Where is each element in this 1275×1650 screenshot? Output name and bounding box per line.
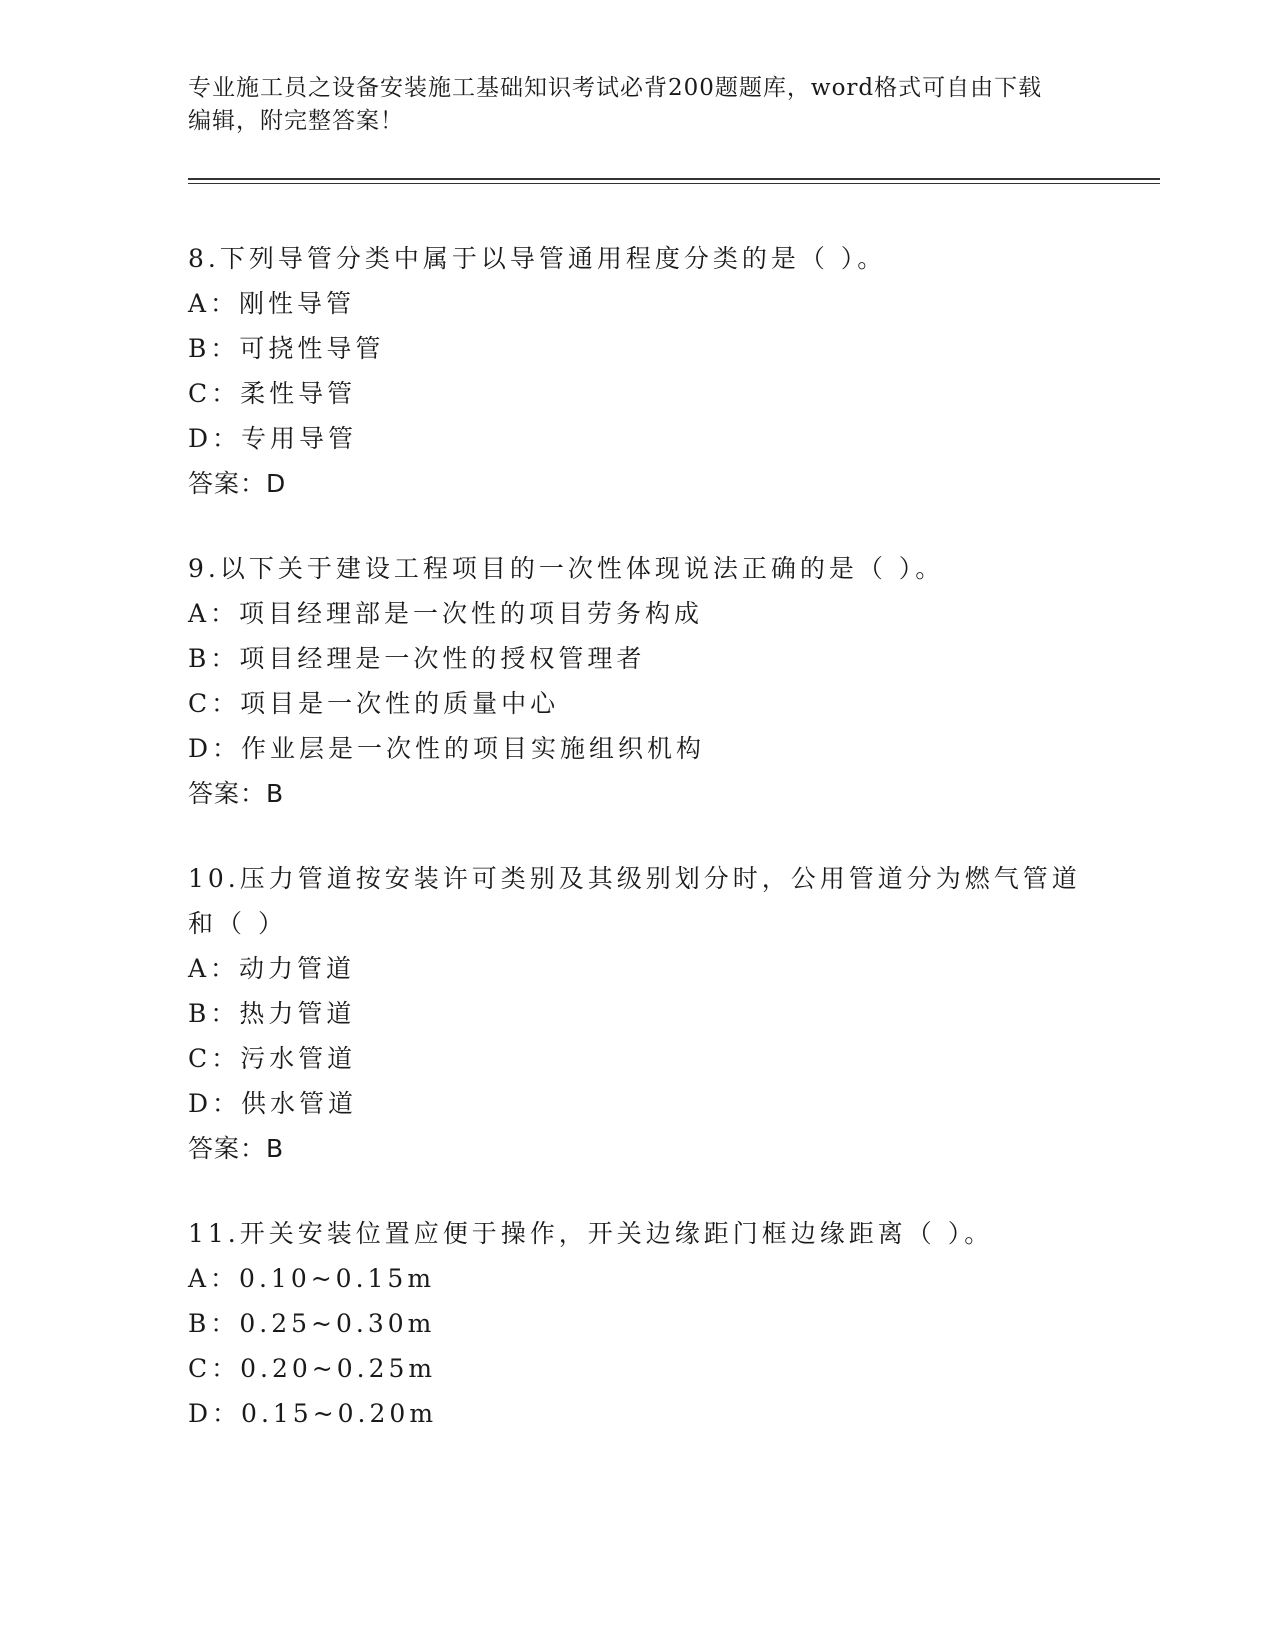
question-stem: 9.以下关于建设工程项目的一次性体现说法正确的是（ ）。 <box>188 554 945 583</box>
option-c: C：柔性导管 <box>188 379 357 408</box>
answer-line: 答案：B <box>188 1134 285 1163</box>
question-8 <box>188 236 1088 506</box>
header-title-line1: 专业施工员之设备安装施工基础知识考试必背200题题库，word格式可自由下载 <box>188 75 1043 101</box>
option-b: B：热力管道 <box>188 999 356 1028</box>
option-b: B：项目经理是一次性的授权管理者 <box>188 644 646 673</box>
question-10 <box>188 856 1088 1171</box>
question-9 <box>188 546 1088 816</box>
question-stem: 10.压力管道按安装许可类别及其级别划分时，公用管道分为燃气管道 <box>188 864 1081 893</box>
option-c: C：0.20~0.25m <box>188 1354 437 1383</box>
option-c: C：污水管道 <box>188 1044 357 1073</box>
question-stem: 8.下列导管分类中属于以导管通用程度分类的是（ ）。 <box>188 244 887 273</box>
option-a: A：项目经理部是一次性的项目劳务构成 <box>188 599 704 628</box>
question-stem-continued: 和（ ） <box>188 909 287 938</box>
header-divider-thin <box>188 183 1160 184</box>
option-d: D：供水管道 <box>188 1089 358 1118</box>
option-a: A：0.10~0.15m <box>188 1264 436 1293</box>
answer-line: 答案：D <box>188 469 287 498</box>
header-title-line2: 编辑，附完整答案！ <box>188 108 404 134</box>
question-stem: 11.开关安装位置应便于操作，开关边缘距门框边缘距离（ ）。 <box>188 1219 994 1248</box>
question-list <box>188 236 1088 1476</box>
document-header <box>188 72 1068 138</box>
option-d: D：0.15~0.20m <box>188 1399 438 1428</box>
option-a: A：刚性导管 <box>188 289 356 318</box>
header-divider-thick <box>188 178 1160 180</box>
option-c: C：项目是一次性的质量中心 <box>188 689 560 718</box>
option-b: B：可挠性导管 <box>188 334 385 363</box>
option-a: A：动力管道 <box>188 954 356 983</box>
option-d: D：作业层是一次性的项目实施组织机构 <box>188 734 706 763</box>
question-11 <box>188 1211 1088 1436</box>
option-d: D：专用导管 <box>188 424 358 453</box>
option-b: B：0.25~0.30m <box>188 1309 436 1338</box>
answer-line: 答案：B <box>188 779 285 808</box>
